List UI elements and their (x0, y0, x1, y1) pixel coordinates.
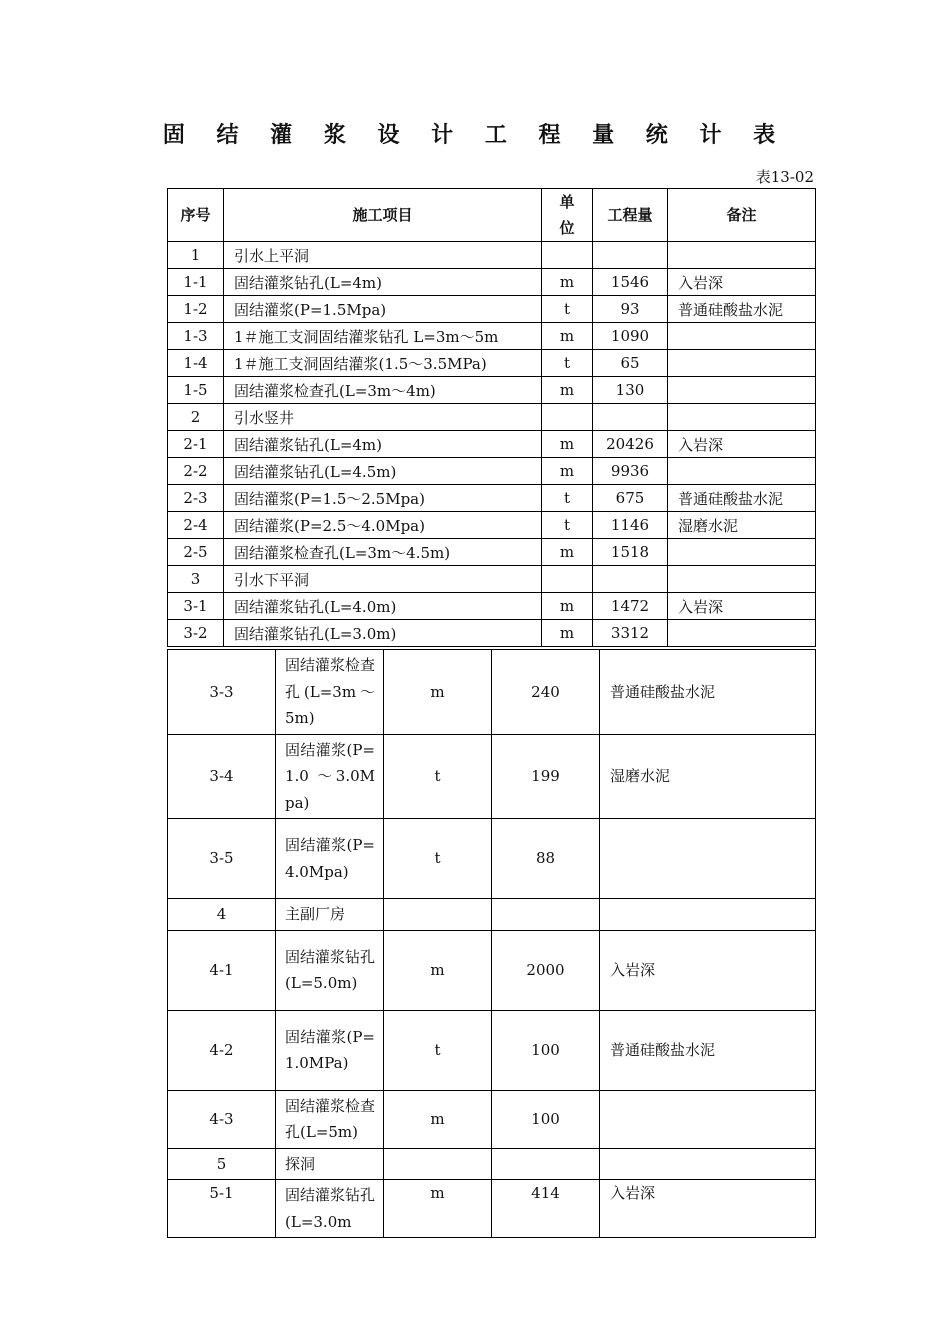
row-item-cell: 固结灌浆钻孔(L=3.0m) (224, 620, 542, 647)
row-remark-cell (668, 350, 816, 377)
row-item-cell: 固结灌浆检查孔(L=3m～4.5m) (224, 539, 542, 566)
row-no-cell: 4-3 (168, 1090, 276, 1148)
table-row (168, 899, 816, 931)
row-unit-cell: t (542, 485, 593, 512)
row-qty-cell: 65 (593, 350, 668, 377)
row-remark-cell (668, 620, 816, 647)
row-no-cell: 2-3 (168, 485, 224, 512)
table-row (168, 269, 816, 296)
row-no-cell: 5-1 (168, 1180, 276, 1238)
row-qty-cell (593, 566, 668, 593)
row-item-cell: 固结灌浆钻孔 (L=3.0m (276, 1180, 384, 1238)
table-row (168, 566, 816, 593)
row-no-cell: 2-2 (168, 458, 224, 485)
row-qty-cell (593, 242, 668, 269)
row-remark-cell: 入岩深 (668, 431, 816, 458)
row-no-cell: 2-4 (168, 512, 224, 539)
row-remark-cell (668, 566, 816, 593)
header-no: 序号 (168, 189, 224, 242)
row-unit-cell: t (542, 350, 593, 377)
table-row (168, 458, 816, 485)
row-remark-cell (600, 1148, 816, 1180)
header-qty: 工程量 (593, 189, 668, 242)
row-no-cell: 2-1 (168, 431, 224, 458)
table-row (168, 1180, 816, 1238)
table-row (168, 350, 816, 377)
row-unit-cell: t (384, 734, 492, 819)
row-qty-cell: 1546 (593, 269, 668, 296)
row-remark-cell: 入岩深 (668, 593, 816, 620)
row-unit-cell: t (384, 819, 492, 899)
row-remark-cell (668, 539, 816, 566)
row-qty-cell: 414 (492, 1180, 600, 1238)
row-unit-cell: t (542, 512, 593, 539)
row-no-cell: 3 (168, 566, 224, 593)
quantity-table-upper (167, 188, 816, 647)
row-unit-cell: m (542, 620, 593, 647)
table-row (168, 404, 816, 431)
row-item-cell: 固结灌浆钻孔(L=4.0m) (224, 593, 542, 620)
row-remark-cell: 湿磨水泥 (668, 512, 816, 539)
row-no-cell: 1 (168, 242, 224, 269)
row-no-cell: 1-4 (168, 350, 224, 377)
table-row (168, 819, 816, 899)
row-unit-cell: m (542, 377, 593, 404)
row-item-cell: 固结灌浆钻孔(L=5.0m) (276, 930, 384, 1010)
quantity-table-lower (167, 649, 816, 1238)
row-unit-cell (542, 404, 593, 431)
table-row (168, 1010, 816, 1090)
row-qty-cell (492, 1148, 600, 1180)
table-row (168, 377, 816, 404)
row-item-cell: 固结灌浆(P=4.0Mpa) (276, 819, 384, 899)
row-qty-cell: 1146 (593, 512, 668, 539)
row-remark-cell (668, 458, 816, 485)
row-no-cell: 2 (168, 404, 224, 431)
row-unit-cell: m (384, 1180, 492, 1238)
row-unit-cell: m (542, 458, 593, 485)
row-qty-cell (593, 404, 668, 431)
row-item-cell: 固结灌浆(P= 1.0MPa) (276, 1010, 384, 1090)
row-unit-cell: m (542, 593, 593, 620)
row-no-cell: 3-4 (168, 734, 276, 819)
row-remark-cell (668, 242, 816, 269)
row-qty-cell: 2000 (492, 930, 600, 1010)
table-row (168, 1090, 816, 1148)
row-item-cell: 固结灌浆钻孔(L=4m) (224, 431, 542, 458)
row-remark-cell: 普通硅酸盐水泥 (600, 1010, 816, 1090)
row-remark-cell (600, 899, 816, 931)
row-qty-cell: 100 (492, 1090, 600, 1148)
row-no-cell: 1-5 (168, 377, 224, 404)
row-qty-cell: 199 (492, 734, 600, 819)
row-item-cell: 探洞 (276, 1148, 384, 1180)
row-qty-cell: 1518 (593, 539, 668, 566)
row-no-cell: 2-5 (168, 539, 224, 566)
table-row (168, 485, 816, 512)
table-number: 表13-02 (755, 168, 814, 186)
row-no-cell: 4-1 (168, 930, 276, 1010)
row-unit-cell: m (542, 431, 593, 458)
table-row (168, 242, 816, 269)
table-row (168, 734, 816, 819)
row-item-cell: 固结灌浆检查孔(L=3m～5m) (276, 650, 384, 735)
row-qty-cell: 3312 (593, 620, 668, 647)
table-row (168, 650, 816, 735)
table-row (168, 620, 816, 647)
row-unit-cell: m (384, 1090, 492, 1148)
table-row (168, 593, 816, 620)
row-remark-cell: 入岩深 (668, 269, 816, 296)
row-qty-cell: 20426 (593, 431, 668, 458)
table-row (168, 930, 816, 1010)
row-unit-cell: t (542, 296, 593, 323)
table-header-row (168, 189, 816, 242)
row-remark-cell: 普通硅酸盐水泥 (668, 296, 816, 323)
row-item-cell: 1＃施工支洞固结灌浆钻孔 L=3m～5m (224, 323, 542, 350)
row-item-cell: 固结灌浆钻孔(L=4m) (224, 269, 542, 296)
table-row (168, 1148, 816, 1180)
row-remark-cell: 普通硅酸盐水泥 (668, 485, 816, 512)
row-item-cell: 固结灌浆(P=2.5～4.0Mpa) (224, 512, 542, 539)
row-item-cell: 引水竖井 (224, 404, 542, 431)
row-no-cell: 4 (168, 899, 276, 931)
header-unit: 单位 (542, 189, 593, 242)
row-unit-cell (542, 566, 593, 593)
row-unit-cell: t (384, 1010, 492, 1090)
row-item-cell: 固结灌浆(P=1.5Mpa) (224, 296, 542, 323)
row-qty-cell: 88 (492, 819, 600, 899)
table-row (168, 512, 816, 539)
page-title: 固 结 灌 浆 设 计 工 程 量 统 计 表 (162, 123, 788, 148)
row-no-cell: 3-1 (168, 593, 224, 620)
row-remark-cell (668, 377, 816, 404)
row-unit-cell: m (542, 269, 593, 296)
row-no-cell: 1-3 (168, 323, 224, 350)
row-unit-cell (384, 899, 492, 931)
row-unit-cell: m (542, 323, 593, 350)
row-no-cell: 3-2 (168, 620, 224, 647)
row-remark-cell (668, 404, 816, 431)
row-remark-cell: 湿磨水泥 (600, 734, 816, 819)
row-item-cell: 固结灌浆检查孔(L=5m) (276, 1090, 384, 1148)
header-remark: 备注 (668, 189, 816, 242)
row-remark-cell: 入岩深 (600, 930, 816, 1010)
header-item: 施工项目 (224, 189, 542, 242)
row-unit-cell (542, 242, 593, 269)
row-remark-cell (600, 1090, 816, 1148)
row-qty-cell (492, 899, 600, 931)
row-item-cell: 引水下平洞 (224, 566, 542, 593)
row-unit-cell: m (384, 650, 492, 735)
row-remark-cell: 普通硅酸盐水泥 (600, 650, 816, 735)
table-row (168, 296, 816, 323)
row-remark-cell: 入岩深 (600, 1180, 816, 1238)
table-row (168, 323, 816, 350)
row-qty-cell: 675 (593, 485, 668, 512)
row-qty-cell: 240 (492, 650, 600, 735)
row-item-cell: 固结灌浆(P=1.5～2.5Mpa) (224, 485, 542, 512)
row-unit-cell: m (542, 539, 593, 566)
row-qty-cell: 130 (593, 377, 668, 404)
row-no-cell: 1-2 (168, 296, 224, 323)
row-no-cell: 1-1 (168, 269, 224, 296)
row-no-cell: 5 (168, 1148, 276, 1180)
row-qty-cell: 93 (593, 296, 668, 323)
row-no-cell: 3-3 (168, 650, 276, 735)
row-item-cell: 1＃施工支洞固结灌浆(1.5～3.5MPa) (224, 350, 542, 377)
row-unit-cell: m (384, 930, 492, 1010)
row-qty-cell: 9936 (593, 458, 668, 485)
row-no-cell: 4-2 (168, 1010, 276, 1090)
row-item-cell: 引水上平洞 (224, 242, 542, 269)
row-unit-cell (384, 1148, 492, 1180)
row-remark-cell (600, 819, 816, 899)
row-remark-cell (668, 323, 816, 350)
row-item-cell: 固结灌浆(P=1.0 ～3.0Mpa) (276, 734, 384, 819)
row-qty-cell: 1090 (593, 323, 668, 350)
row-item-cell: 固结灌浆钻孔(L=4.5m) (224, 458, 542, 485)
row-item-cell: 固结灌浆检查孔(L=3m～4m) (224, 377, 542, 404)
table-row (168, 431, 816, 458)
row-qty-cell: 1472 (593, 593, 668, 620)
row-no-cell: 3-5 (168, 819, 276, 899)
row-qty-cell: 100 (492, 1010, 600, 1090)
row-item-cell: 主副厂房 (276, 899, 384, 931)
table-row (168, 539, 816, 566)
